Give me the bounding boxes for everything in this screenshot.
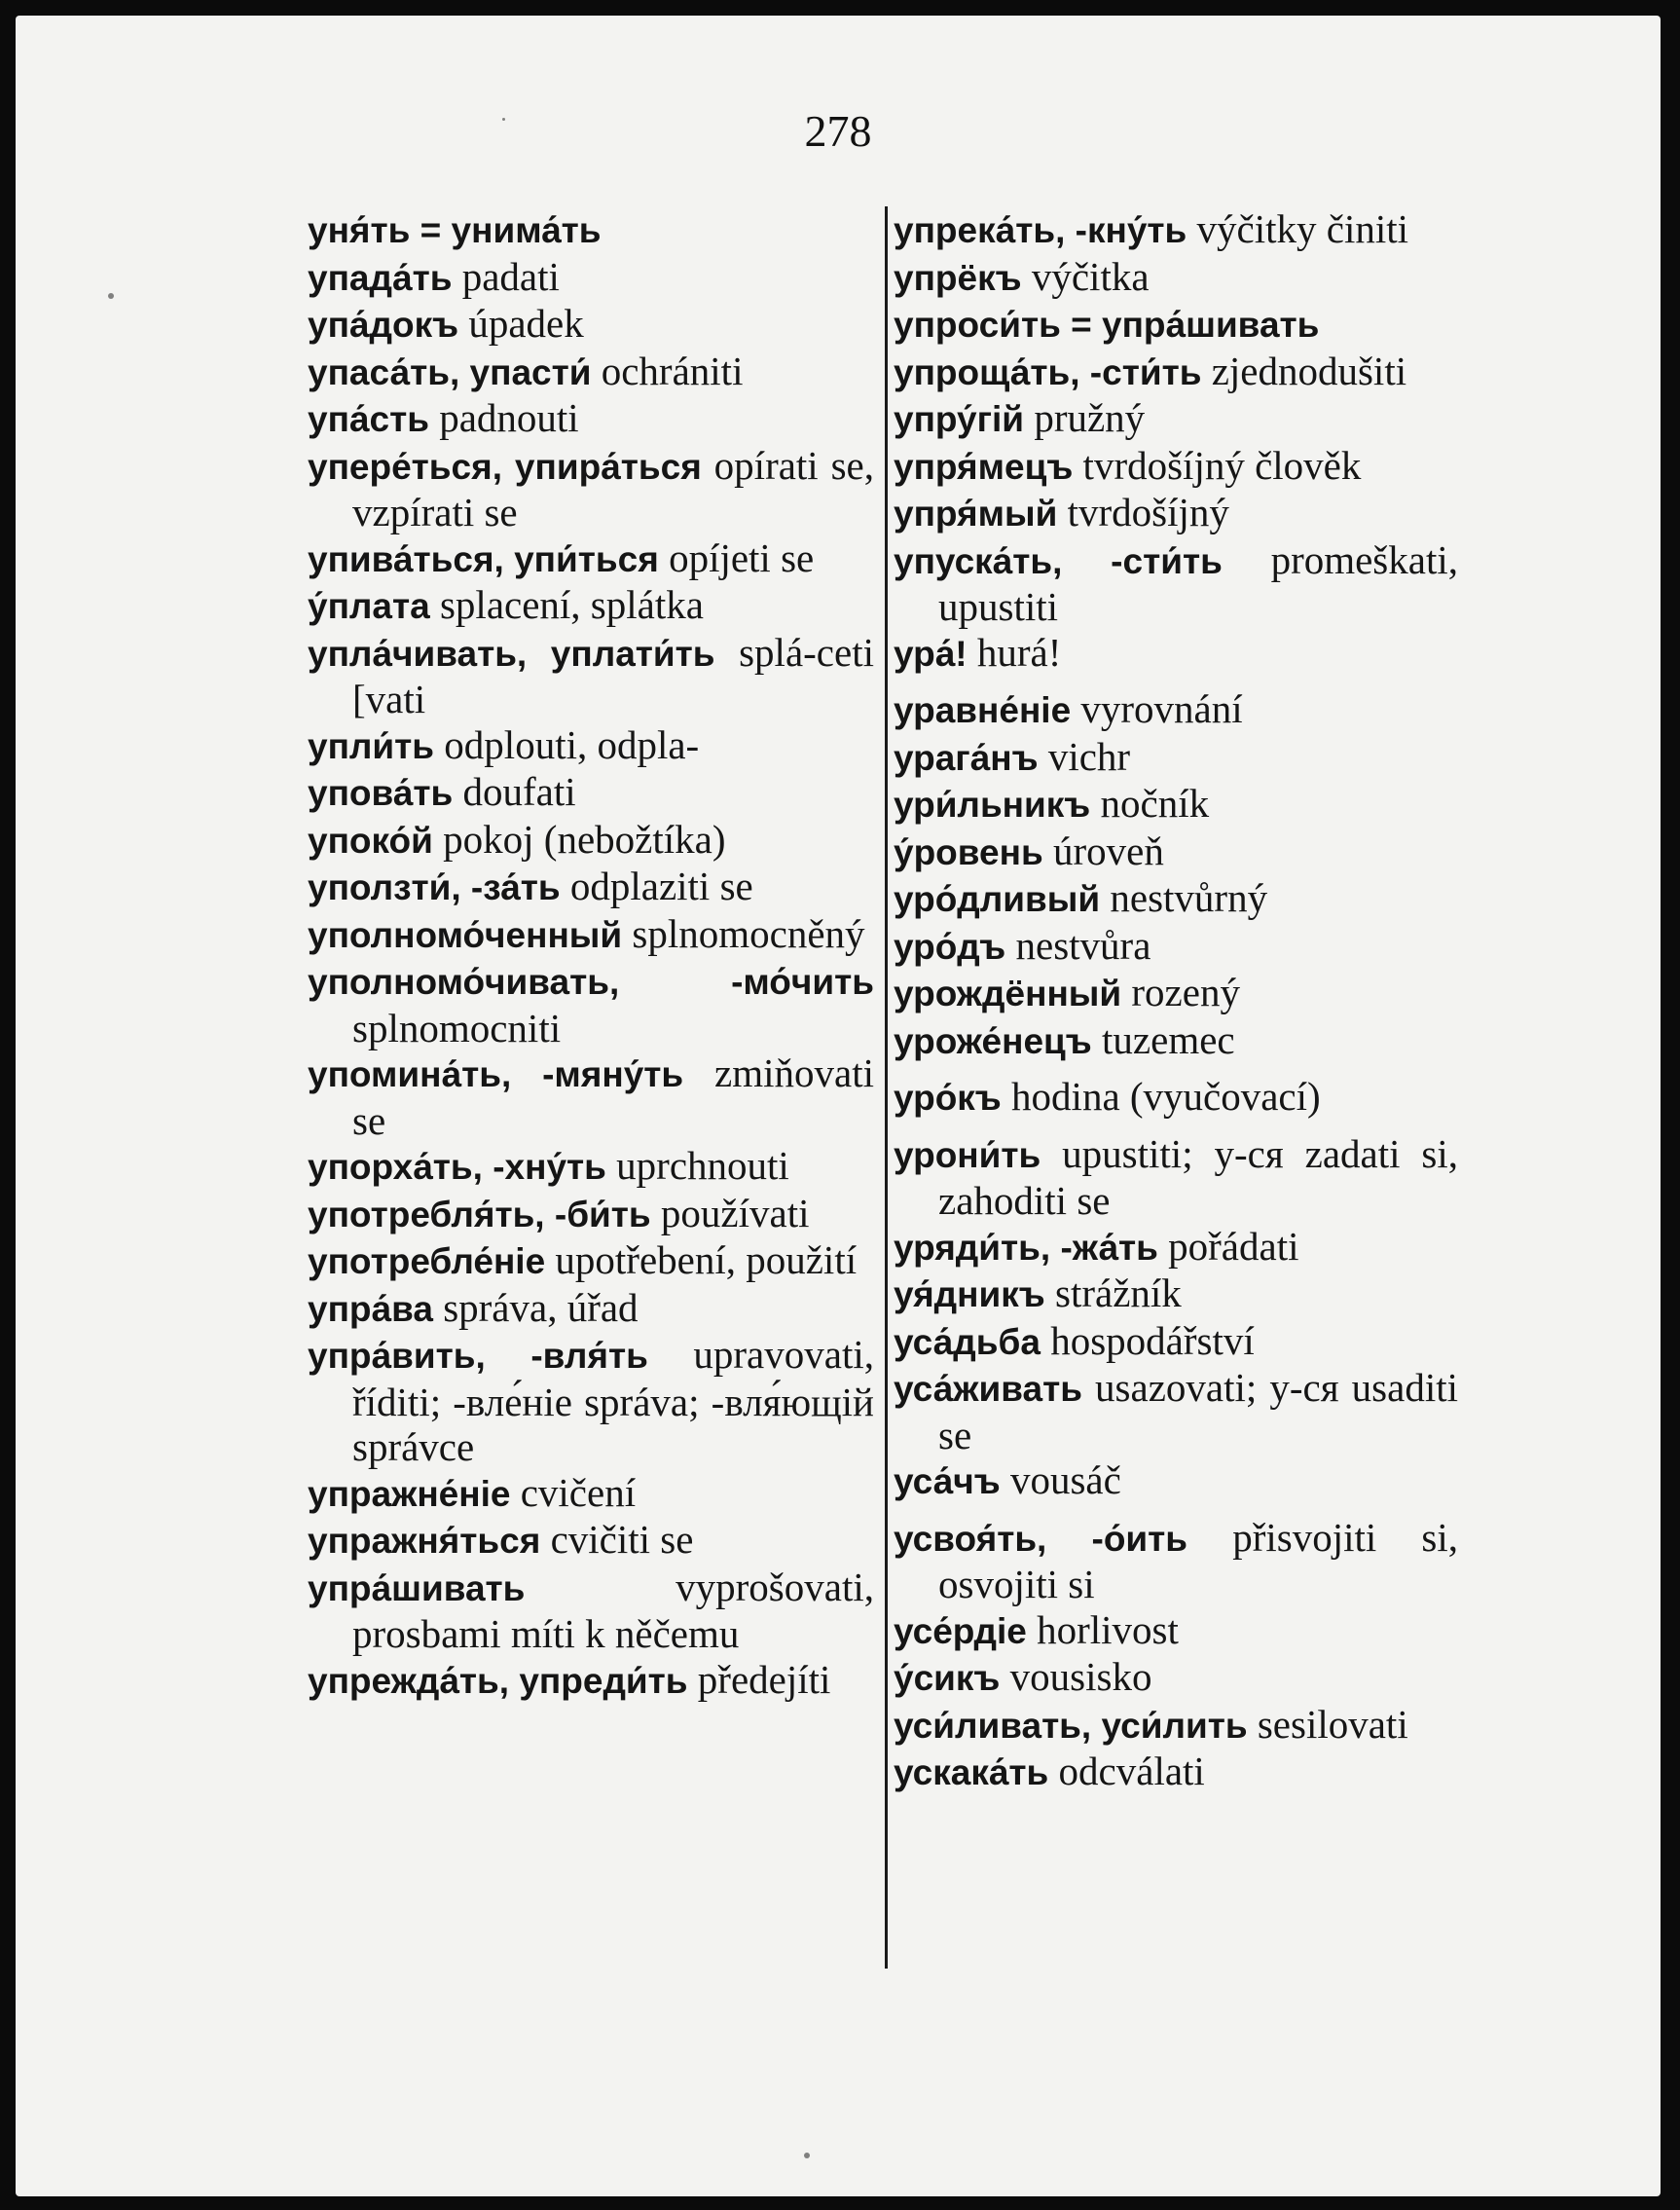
entry-definition: vousisko bbox=[1000, 1654, 1152, 1699]
entry-definition: tvrdošíjný bbox=[1057, 490, 1229, 534]
entry-definition: rozený bbox=[1121, 970, 1240, 1014]
entry-headword: уполномо́ченный bbox=[308, 914, 623, 955]
entry-headword: упада́ть bbox=[308, 257, 453, 298]
entry-headword: урождённый bbox=[894, 974, 1122, 1013]
entry-headword: упра́ва bbox=[308, 1288, 433, 1329]
dictionary-entry bbox=[894, 1457, 1458, 1505]
dictionary-entry bbox=[308, 395, 874, 443]
dictionary-entry bbox=[894, 970, 1458, 1017]
entry-definition: tvrdošíjný člověk bbox=[1073, 442, 1362, 488]
entry-headword: у́сикъ bbox=[894, 1658, 1001, 1698]
dictionary-entry bbox=[894, 1654, 1458, 1702]
entry-definition: hurá! bbox=[967, 629, 1062, 675]
dictionary-entry bbox=[308, 1517, 874, 1565]
entry-definition: nočník bbox=[1090, 781, 1210, 826]
entry-headword: ура́! bbox=[894, 633, 968, 674]
dictionary-entry bbox=[894, 206, 1458, 254]
dictionary-entry bbox=[894, 734, 1458, 782]
entry-definition: vichr bbox=[1038, 733, 1131, 779]
entry-headword: уса́дьба bbox=[894, 1321, 1041, 1362]
dictionary-entry bbox=[308, 301, 874, 349]
entry-headword: упере́ться, упира́ться bbox=[308, 446, 702, 487]
dictionary-entry bbox=[894, 301, 1458, 349]
entry-definition: vyprošovati, prosbami míti k něčemu bbox=[352, 1564, 885, 1656]
entry-headword: уползти́, -за́ть bbox=[308, 867, 561, 907]
dictionary-entry bbox=[308, 1191, 874, 1238]
entry-headword: упроси́ть = упра́шивать bbox=[894, 305, 1320, 345]
entry-definition: padati bbox=[452, 253, 560, 299]
entry-definition: upustiti; у-ся zadati si, zahoditi se bbox=[938, 1130, 1469, 1223]
entry-headword: уси́ливать, уси́лить bbox=[894, 1705, 1248, 1746]
dictionary-entry bbox=[894, 1074, 1458, 1122]
dictionary-entry bbox=[894, 1749, 1458, 1796]
dictionary-entry bbox=[308, 864, 874, 911]
entry-headword: употребле́ніе bbox=[308, 1241, 546, 1281]
entry-headword: упоко́й bbox=[308, 820, 433, 861]
entry-definition: usazovati; у-ся usaditi se bbox=[938, 1365, 1469, 1457]
entry-headword: упра́вить, -вля́ть bbox=[308, 1336, 648, 1376]
entry-headword: упова́ть bbox=[308, 773, 454, 813]
entry-headword: уполномо́чивать, -мо́чить bbox=[308, 962, 874, 1002]
entry-definition: zmiňovati se bbox=[352, 1050, 885, 1143]
entry-headword: упива́ться, упи́ться bbox=[308, 538, 659, 579]
entry-headword: уро́дъ bbox=[894, 926, 1006, 967]
dictionary-entry bbox=[894, 1224, 1458, 1271]
entry-headword: упаса́ть, упасти́ bbox=[308, 351, 592, 392]
entry-headword: упру́гій bbox=[894, 399, 1025, 439]
entry-headword: упроща́ть, -сти́ть bbox=[894, 351, 1202, 392]
entry-headword: упражня́ться bbox=[308, 1521, 541, 1561]
dictionary-entry bbox=[308, 958, 885, 1050]
entry-definition: hodina (vyučovací) bbox=[1001, 1074, 1321, 1119]
entry-headword: упа́докъ bbox=[308, 305, 459, 345]
entry-definition: zjednodušiti bbox=[1201, 348, 1407, 393]
entry-definition: správa, úřad bbox=[432, 1284, 639, 1330]
dictionary-page bbox=[16, 16, 1661, 2196]
entry-headword: упря́мецъ bbox=[894, 446, 1074, 487]
dictionary-entry bbox=[308, 1237, 874, 1285]
entry-headword: усе́рдіе bbox=[894, 1610, 1027, 1651]
dictionary-entry bbox=[308, 1332, 885, 1470]
entry-headword: упли́ть bbox=[308, 725, 435, 766]
entry-headword: уя́дникъ bbox=[894, 1274, 1045, 1314]
dictionary-entry bbox=[308, 349, 874, 396]
entry-definition: pokoj (nebožtíka) bbox=[432, 816, 726, 862]
ink-speck bbox=[502, 118, 505, 121]
dictionary-entry bbox=[308, 535, 874, 583]
entry-headword: уса́чъ bbox=[894, 1461, 1001, 1501]
entry-headword: уро́къ bbox=[894, 1078, 1002, 1118]
entry-headword: упра́шивать bbox=[308, 1567, 526, 1608]
dictionary-entry bbox=[894, 829, 1458, 876]
dictionary-entry bbox=[308, 722, 874, 770]
entry-headword: уроже́нецъ bbox=[894, 1020, 1092, 1061]
entry-headword: употребля́ть, -би́ть bbox=[308, 1194, 651, 1234]
entry-headword: урага́нъ bbox=[894, 737, 1039, 778]
entry-definition: vyrovnání bbox=[1071, 686, 1243, 731]
page-number: 278 bbox=[804, 106, 872, 156]
entry-definition: cvičiti se bbox=[540, 1517, 694, 1562]
entry-definition: promeškati, upustiti bbox=[938, 536, 1469, 629]
dictionary-entry bbox=[894, 630, 1458, 678]
dictionary-entry bbox=[894, 1514, 1469, 1607]
ink-speck bbox=[804, 2153, 810, 2158]
dictionary-entry bbox=[894, 1702, 1458, 1750]
entry-headword: усвоя́ть, -о́ить bbox=[894, 1518, 1188, 1559]
entry-headword: упря́мый bbox=[894, 494, 1058, 534]
entry-headword: упомина́ть, -мяну́ть bbox=[308, 1054, 684, 1094]
entry-definition: horlivost bbox=[1026, 1606, 1179, 1652]
entry-definition: odcválati bbox=[1048, 1749, 1205, 1793]
dictionary-entry bbox=[308, 1564, 885, 1657]
dictionary-entry bbox=[894, 254, 1458, 302]
dictionary-entry bbox=[308, 1050, 885, 1143]
dictionary-entry bbox=[894, 1365, 1469, 1457]
entry-definition: upotřebení, použití bbox=[545, 1237, 858, 1282]
entry-headword: упа́сть bbox=[308, 399, 429, 439]
dictionary-entry bbox=[308, 1470, 874, 1518]
ink-speck bbox=[108, 293, 114, 299]
entry-definition: pořádati bbox=[1157, 1223, 1299, 1269]
entry-headword: ури́льникъ bbox=[894, 785, 1091, 825]
entry-headword: упуска́ть, -сти́ть bbox=[894, 540, 1223, 581]
dictionary-entry bbox=[308, 911, 874, 959]
dictionary-entry bbox=[894, 1130, 1469, 1224]
entry-definition: výčitky činiti bbox=[1187, 206, 1409, 251]
entry-headword: упрека́ть, -кну́ть bbox=[894, 210, 1187, 250]
entry-headword: уряди́ть, -жа́ть bbox=[894, 1227, 1158, 1268]
entry-headword: у́ровень bbox=[894, 831, 1043, 872]
entry-definition: odplaziti se bbox=[560, 864, 753, 908]
entry-headword: упрёкъ bbox=[894, 257, 1022, 298]
dictionary-entry bbox=[894, 395, 1458, 443]
entry-definition: ochrániti bbox=[591, 348, 744, 393]
dictionary-entry bbox=[894, 1271, 1458, 1318]
dictionary-entry bbox=[894, 536, 1469, 630]
entry-definition: opírati se, vzpírati se bbox=[352, 442, 885, 534]
left-column bbox=[308, 206, 885, 1704]
dictionary-entry bbox=[308, 817, 874, 865]
entry-definition: uprchnouti bbox=[605, 1143, 789, 1188]
entry-definition: splnomocniti bbox=[352, 958, 885, 1050]
entry-headword: у́плата bbox=[308, 586, 430, 626]
entry-headword: упла́чивать, уплати́ть bbox=[308, 633, 715, 674]
entry-definition: sesilovati bbox=[1247, 1701, 1408, 1747]
entry-definition: cvičení bbox=[510, 1469, 637, 1515]
entry-headword: упражне́ніе bbox=[308, 1473, 511, 1514]
entry-definition: přisvojiti si, osvojiti si bbox=[938, 1514, 1469, 1606]
dictionary-entry bbox=[894, 443, 1458, 491]
entry-headword: упрежда́ть, упреди́ть bbox=[308, 1660, 688, 1701]
entry-definition: úpadek bbox=[458, 301, 584, 346]
right-column bbox=[894, 206, 1469, 1796]
dictionary-entry bbox=[894, 1017, 1458, 1065]
entry-definition: splacení, splátka bbox=[429, 582, 704, 627]
entry-definition: tuzemec bbox=[1091, 1016, 1235, 1062]
entry-definition: strážník bbox=[1044, 1271, 1182, 1315]
dictionary-entry bbox=[894, 490, 1458, 537]
entry-headword: уро́дливый bbox=[894, 879, 1101, 919]
dictionary-entry bbox=[894, 686, 1458, 734]
entry-definition: používati bbox=[650, 1190, 810, 1235]
entry-headword: упорха́ть, -хну́ть bbox=[308, 1147, 606, 1187]
entry-definition: vousáč bbox=[1000, 1457, 1121, 1502]
dictionary-entry bbox=[894, 875, 1458, 923]
entry-headword: уравне́ніе bbox=[894, 690, 1072, 730]
dictionary-entry bbox=[308, 1143, 874, 1191]
dictionary-entry bbox=[894, 1318, 1458, 1366]
entry-definition: splnomocněný bbox=[622, 910, 865, 956]
entry-definition: odplouti, odpla- bbox=[434, 721, 700, 767]
dictionary-entry bbox=[308, 1657, 874, 1705]
dictionary-entry bbox=[894, 1607, 1458, 1655]
entry-headword: ускака́ть bbox=[894, 1752, 1049, 1792]
entry-definition: opíjeti se bbox=[658, 534, 815, 580]
entry-definition: upravovati, říditi; -вле́ніе správa; -вля́ющій správce bbox=[352, 1332, 885, 1469]
entry-headword: урони́ть bbox=[894, 1134, 1041, 1175]
dictionary-entry bbox=[308, 629, 885, 722]
entry-definition: splá-ceti [vati bbox=[352, 629, 885, 721]
column-divider bbox=[885, 206, 888, 1969]
dictionary-entry bbox=[308, 769, 874, 817]
entry-definition: nestvůra bbox=[1005, 922, 1151, 968]
entry-definition: předejíti bbox=[687, 1656, 831, 1702]
entry-definition: nestvůrný bbox=[1100, 875, 1268, 920]
dictionary-entry bbox=[308, 582, 874, 630]
entry-headword: уса́живать bbox=[894, 1369, 1082, 1409]
entry-definition: hospodářství bbox=[1040, 1317, 1255, 1363]
entry-definition: pružný bbox=[1024, 395, 1146, 440]
dictionary-entry bbox=[894, 781, 1458, 829]
dictionary-entry bbox=[308, 206, 874, 254]
entry-definition: doufati bbox=[453, 769, 576, 814]
entry-headword: уня́ть = унима́ть bbox=[308, 210, 602, 250]
dictionary-entry bbox=[308, 1285, 874, 1333]
dictionary-entry bbox=[308, 254, 874, 302]
dictionary-entry bbox=[308, 442, 885, 535]
entry-definition: výčitka bbox=[1021, 253, 1150, 299]
dictionary-entry bbox=[894, 923, 1458, 971]
entry-definition: padnouti bbox=[428, 395, 579, 440]
entry-definition: úroveň bbox=[1042, 828, 1164, 873]
dictionary-entry bbox=[894, 349, 1458, 396]
